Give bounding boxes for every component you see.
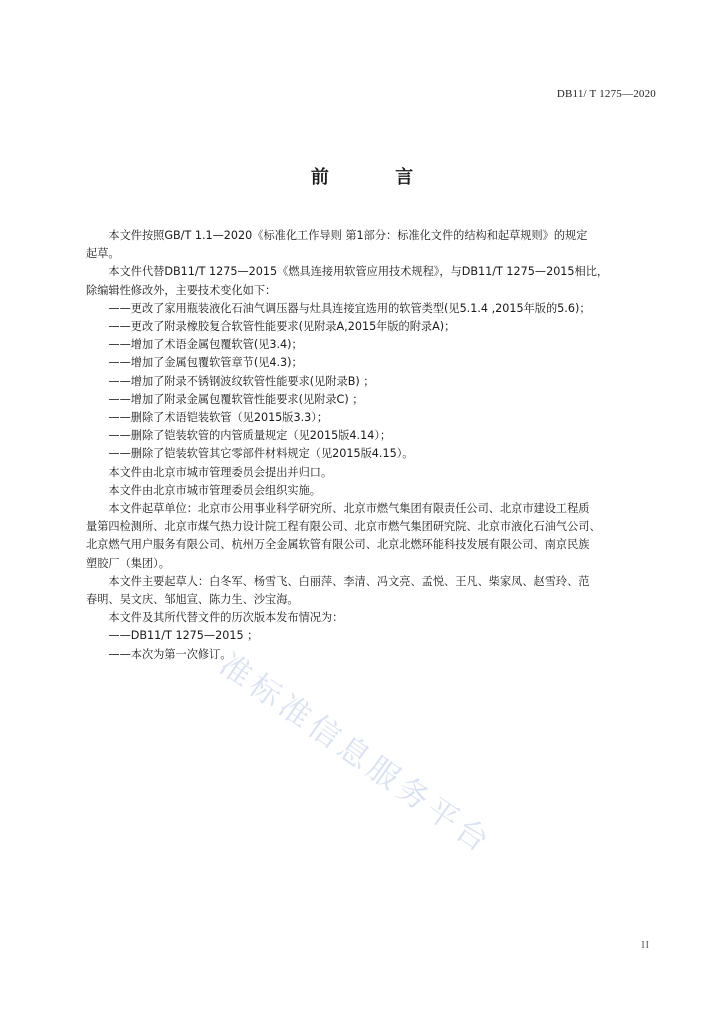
change-item: ——增加了术语金属包覆软管(见3.4)；	[108, 338, 303, 352]
change-item: ——增加了金属包覆软管章节(见4.3)；	[108, 356, 303, 370]
change-item: ——更改了家用瓶装液化石油气调压器与灶具连接宜选用的软管类型(见5.1.4 ,2015年版的5.6)；	[108, 301, 591, 315]
change-item: ——删除了铠装软管的内管质量规定（见2015版4.14）；	[108, 429, 392, 443]
paragraph-drafting-units-cont: 北京燃气用户服务有限公司、杭州万全金属软管有限公司、北京北燃环能科技发展有限公司、南京民族	[86, 538, 590, 552]
paragraph-drafters: 本文件主要起草人：白冬军、杨雪飞、白丽萍、李清、冯文亮、孟悦、王凡、柴家凤、赵雪玲、范	[108, 574, 590, 588]
paragraph-drafting-basis-cont: 起草。	[86, 247, 120, 261]
change-item: ——删除了铠装软管其它零部件材料规定（见2015版4.15）。	[108, 447, 414, 461]
paragraph-drafting-basis: 本文件按照GB/T 1.1—2020《标准化工作导则 第1部分：标准化文件的结构和起草规则》的规定	[108, 229, 588, 242]
history-item: ——DB11/T 1275—2015 ；	[108, 629, 259, 643]
foreword-body	[86, 227, 660, 664]
paragraph-drafting-units: 本文件起草单位：北京市公用事业科学研究所、北京市燃气集团有限责任公司、北京市建设工程质	[108, 502, 590, 516]
change-item: ——增加了附录不锈钢波纹软管性能要求(见附录B) ；	[108, 374, 375, 388]
change-item: ——增加了附录金属包覆软管性能要求(见附录C) ；	[108, 392, 364, 406]
paragraph-drafters-cont: 春明、吴文庆、邹旭宣、陈力生、沙宝海。	[86, 593, 299, 607]
change-item: ——删除了术语铠装软管（见2015版3.3）；	[108, 411, 329, 425]
watermark: 准标准信息服务平台	[212, 646, 499, 862]
paragraph-replaces: 本文件代替DB11/T 1275—2015《燃具连接用软管应用技术规程》，与DB11/T 1275—2015相比，	[108, 265, 609, 279]
page-number: II	[641, 940, 650, 951]
paragraph-drafting-units-cont: 量第四检测所、北京市煤气热力设计院工程有限公司、北京市燃气集团研究院、北京市液化石油气公司、	[86, 520, 601, 534]
paragraph-replaces-cont: 除编辑性修改外，主要技术变化如下：	[86, 283, 277, 297]
paragraph-history-intro: 本文件及其所代替文件的历次版本发布情况为：	[108, 611, 344, 625]
page-title: 前 言	[310, 167, 444, 188]
change-item: ——更改了附录橡胶复合软管性能要求(见附录A,2015年版的附录A)；	[108, 320, 456, 334]
paragraph-drafting-units-cont: 塑胶厂（集团）。	[86, 556, 170, 570]
history-item: ——本次为第一次修订。	[108, 647, 232, 661]
paragraph-proposed-by: 本文件由北京市城市管理委员会提出并归口。	[108, 465, 333, 479]
document-code: DB11/ T 1275—2020	[556, 88, 656, 100]
paragraph-organized-by: 本文件由北京市城市管理委员会组织实施。	[108, 483, 321, 497]
